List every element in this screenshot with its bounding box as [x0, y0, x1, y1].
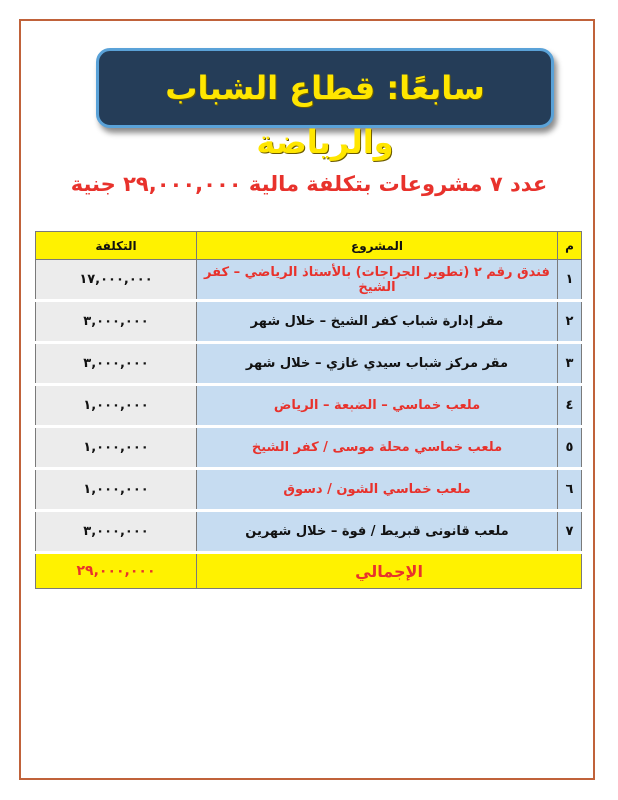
- header-cost: التكلفة: [36, 232, 197, 260]
- row-number: ٣: [558, 343, 582, 385]
- table-total-row: [36, 553, 582, 589]
- table-row: [36, 511, 582, 553]
- table-row: [36, 343, 582, 385]
- row-cost: ١٧,٠٠٠,٠٠٠: [36, 260, 197, 301]
- table-row: [36, 469, 582, 511]
- total-cost: ٢٩,٠٠٠,٠٠٠: [36, 553, 197, 589]
- row-number: ٥: [558, 427, 582, 469]
- row-number: ١: [558, 260, 582, 301]
- table-row: [36, 427, 582, 469]
- row-project: فندق رقم ٢ (تطوير الجراجات) بالأستاذ الرياضي – كفر الشيخ: [197, 260, 558, 301]
- row-cost: ١,٠٠٠,٠٠٠: [36, 427, 197, 469]
- row-cost: ١,٠٠٠,٠٠٠: [36, 469, 197, 511]
- row-cost: ٣,٠٠٠,٠٠٠: [36, 301, 197, 343]
- row-number: ٧: [558, 511, 582, 553]
- total-label: الإجمالي: [197, 553, 582, 589]
- row-project: مقر إدارة شباب كفر الشيخ – خلال شهر: [197, 301, 558, 343]
- header-project: المشروع: [197, 232, 558, 260]
- row-number: ٤: [558, 385, 582, 427]
- row-project: ملعب خماسي محلة موسى / كفر الشيخ: [197, 427, 558, 469]
- row-cost: ١,٠٠٠,٠٠٠: [36, 385, 197, 427]
- row-project: ملعب خماسي – الضبعة – الرياض: [197, 385, 558, 427]
- row-project: ملعب خماسي الشون / دسوق: [197, 469, 558, 511]
- table-row: [36, 301, 582, 343]
- summary-subtitle: عدد ٧ مشروعات بتكلفة مالية ٢٩,٠٠٠,٠٠٠ جنية: [70, 172, 548, 196]
- row-project: مقر مركز شباب سيدي غازي – خلال شهر: [197, 343, 558, 385]
- row-cost: ٣,٠٠٠,٠٠٠: [36, 511, 197, 553]
- row-project: ملعب قانونى قبريط / فوة – خلال شهرين: [197, 511, 558, 553]
- row-number: ٢: [558, 301, 582, 343]
- projects-table: [35, 231, 582, 589]
- section-title: سابعًا: قطاع الشباب والرياضة: [165, 69, 485, 161]
- section-title-box: [96, 48, 554, 161]
- table-header-row: [36, 232, 582, 260]
- row-number: ٦: [558, 469, 582, 511]
- table-row: [36, 385, 582, 427]
- table-row: [36, 260, 582, 301]
- row-cost: ٣,٠٠٠,٠٠٠: [36, 343, 197, 385]
- header-num: م: [558, 232, 582, 260]
